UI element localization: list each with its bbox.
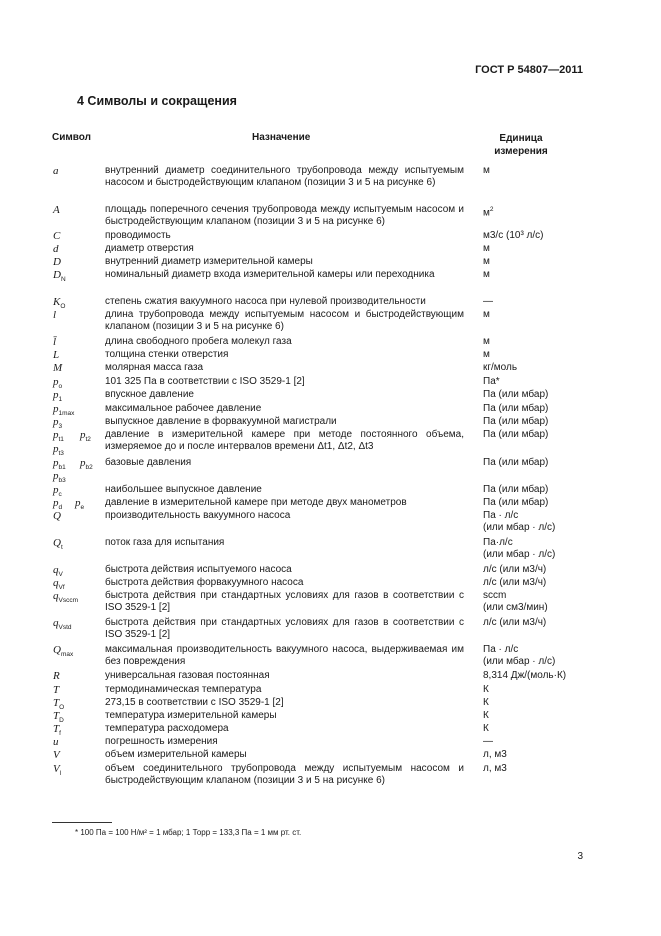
description-cell: поток газа для испытания — [105, 537, 225, 548]
description-cell: максимальная производительность вакуумного насоса, выдерживаемая им без повреждения — [105, 644, 464, 668]
symbol-subscript: d — [58, 504, 63, 512]
symbol-subscript: O — [59, 704, 65, 712]
unit-cell — [483, 564, 583, 576]
symbol-subscript: c — [58, 491, 62, 499]
symbol: u — [53, 736, 59, 748]
unit-cell — [483, 497, 583, 509]
unit-cell — [483, 389, 583, 401]
unit: Па (или мбар) — [483, 429, 549, 440]
symbol: l — [53, 309, 57, 321]
symbol-subscript: V — [58, 571, 63, 579]
symbol: q — [53, 590, 59, 602]
symbol: p — [53, 443, 59, 455]
symbol-cell — [53, 749, 101, 761]
unit-cell — [483, 577, 583, 589]
symbol: q — [53, 564, 59, 576]
description-cell: универсальная газовая постоянная — [105, 670, 270, 681]
symbol-cell — [53, 243, 101, 255]
unit-cell — [483, 763, 583, 775]
unit: Па (или мбар) — [483, 403, 549, 414]
unit-cell — [483, 362, 583, 374]
symbol-subscript: O — [60, 303, 66, 311]
symbol-subscript: o — [58, 383, 63, 391]
section-title: 4 Символы и сокращения — [77, 94, 237, 108]
symbol-cell — [53, 336, 101, 348]
unit-line2: (или см3/мин) — [483, 602, 548, 614]
unit: л/с (или м3/ч) — [483, 617, 547, 628]
symbol-cell — [53, 349, 101, 361]
unit-line2: (или мбар · л/с) — [483, 549, 556, 561]
description-cell: диаметр отверстия — [105, 243, 194, 254]
description-cell: впускное давление — [105, 389, 194, 400]
unit: м — [483, 165, 490, 176]
symbol: Q — [53, 510, 61, 522]
description-cell: 273,15 в соответствии с ISO 3529-1 [2] — [105, 697, 284, 708]
symbol-subscript: t3 — [58, 450, 64, 458]
description-cell: погрешность измерения — [105, 736, 218, 747]
symbol-cell — [53, 269, 101, 286]
description-cell: номинальный диаметр входа измерительной камеры или переходника — [105, 269, 435, 280]
symbol: p — [53, 376, 59, 388]
unit: Па (или мбар) — [483, 416, 549, 427]
unit-cell — [483, 457, 583, 469]
symbol-cell — [53, 362, 101, 374]
symbol: a — [53, 165, 59, 177]
symbol: D — [53, 269, 61, 281]
symbol: p — [53, 389, 59, 401]
column-header-unit — [481, 132, 561, 158]
symbol: V — [53, 763, 60, 775]
unit-cell — [483, 510, 583, 535]
description-cell: внутренний диаметр измерительной камеры — [105, 256, 313, 267]
unit: Па · л/с — [483, 510, 519, 521]
unit: 8,314 Дж/(моль·К) — [483, 670, 567, 681]
symbol-cell — [53, 510, 101, 522]
symbol-cell — [53, 670, 101, 682]
symbol-subscript: b3 — [58, 477, 66, 485]
column-header-symbol: Символ — [52, 132, 91, 143]
description-cell: максимальное рабочее давление — [105, 403, 262, 414]
symbol: p — [80, 457, 86, 469]
symbol: q — [53, 617, 59, 629]
unit-cell — [483, 697, 583, 709]
unit-cell — [483, 537, 583, 562]
symbol-subscript: Vsccm — [58, 597, 78, 605]
unit-cell — [483, 204, 583, 220]
unit: Па·л/с — [483, 537, 513, 548]
description-cell: наибольшее выпускное давление — [105, 484, 262, 495]
unit-cell — [483, 644, 583, 669]
unit-line2: (или мбар · л/с) — [483, 522, 556, 534]
symbol-subscript: 3 — [58, 423, 63, 431]
extra-symbol — [80, 429, 128, 443]
symbol-cell — [53, 644, 101, 661]
description-cell: выпускное давление в форвакуумной магистрали — [105, 416, 337, 427]
symbol-subscript: max — [60, 651, 74, 659]
symbol-cell — [53, 617, 101, 634]
symbol: Q — [53, 537, 61, 549]
symbol-subscript: b2 — [85, 464, 93, 472]
description-cell: быстрота действия при стандартных условиях для газов в соответствии с ISO 3529-1 [2] — [105, 590, 464, 614]
symbol: T — [53, 684, 60, 696]
unit-cell — [483, 670, 583, 682]
unit: м — [483, 269, 490, 280]
symbol-cell — [53, 309, 101, 321]
symbol-subscript: b1 — [58, 464, 66, 472]
description-cell: длина свободного пробега молекул газа — [105, 336, 292, 347]
symbol: q — [53, 577, 59, 589]
column-header-unit-line1: Единица — [499, 133, 543, 144]
symbol-cell — [53, 736, 101, 748]
unit-cell — [483, 269, 583, 281]
description-cell: термодинамическая температура — [105, 684, 262, 695]
symbol: T — [53, 723, 60, 735]
unit-cell — [483, 243, 583, 255]
unit: м — [483, 207, 490, 219]
symbol: p — [53, 457, 59, 469]
symbol-subscript: t — [60, 544, 63, 552]
unit-superscript: 2 — [489, 206, 494, 213]
unit: м — [483, 336, 490, 347]
symbol: K — [53, 296, 61, 308]
symbol-cell — [53, 537, 101, 554]
description-cell: давление в измерительной камере при методе постоянного объема, измеряемое до и после интервалов времени Δt1, Δt2, Δt3 — [105, 429, 464, 453]
unit-cell — [483, 617, 583, 629]
unit: Па (или мбар) — [483, 457, 549, 468]
description-cell: быстрота действия при стандартных условиях для газов в соответствии с ISO 3529-1 [2] — [105, 617, 464, 641]
unit: Па (или мбар) — [483, 389, 549, 400]
symbol-subscript: N — [60, 276, 66, 284]
symbol: p — [53, 470, 59, 482]
description-cell: внутренний диаметр соединительного трубопровода между испытуемым насосом и быстродействующим клапаном (позиции 3 и 5 на рисунке 6) — [105, 165, 464, 189]
unit: sccm — [483, 590, 507, 601]
symbol: p — [53, 429, 59, 441]
symbol: A — [53, 204, 60, 216]
symbol: p — [80, 429, 86, 441]
unit-cell — [483, 684, 583, 696]
description-cell: объем соединительного трубопровода между испытуемым насосом и быстродействующим клапаном (позиции 3 и 5 на рисунке 6) — [105, 763, 464, 787]
symbol: T — [53, 697, 60, 709]
unit: м — [483, 256, 490, 267]
unit-cell — [483, 736, 583, 748]
unit-cell — [483, 296, 583, 308]
standard-designation: ГОСТ Р 54807—2011 — [475, 64, 583, 76]
unit-cell — [483, 416, 583, 428]
unit: — — [483, 296, 493, 307]
symbol: Q — [53, 644, 61, 656]
symbol: l̄ — [53, 336, 57, 348]
symbol-subscript: 1 — [58, 396, 63, 404]
symbol: L — [53, 349, 60, 361]
symbol-subscript: l — [59, 770, 62, 778]
symbol-cell — [53, 230, 101, 242]
extra-symbol — [53, 470, 101, 484]
description-cell: быстрота действия испытуемого насоса — [105, 564, 292, 575]
description-cell: степень сжатия вакуумного насоса при нулевой производительности — [105, 296, 426, 307]
description-cell: температура измерительной камеры — [105, 710, 277, 721]
symbol-subscript: Vf — [58, 584, 65, 592]
unit: кг/моль — [483, 362, 518, 373]
symbol-subscript: D — [59, 717, 64, 725]
column-header-unit-line2: измерения — [494, 146, 548, 157]
unit: — — [483, 736, 493, 747]
unit: л/с (или м3/ч) — [483, 564, 547, 575]
unit: Па (или мбар) — [483, 497, 549, 508]
description-cell: площадь поперечного сечения трубопровода между испытуемым насосом и быстродействующим клапаном (позиции 3 и 5 на рисунке 6) — [105, 204, 464, 228]
unit-cell — [483, 749, 583, 761]
unit: Па · л/с — [483, 644, 519, 655]
symbol: D — [53, 256, 61, 268]
symbol-cell — [53, 590, 101, 607]
unit-cell — [483, 429, 583, 441]
symbol: d — [53, 243, 59, 255]
description-cell: быстрота действия форвакуумного насоса — [105, 577, 304, 588]
unit: Па (или мбар) — [483, 484, 549, 495]
symbol-subscript: Vstd — [58, 624, 72, 632]
unit-cell — [483, 230, 583, 242]
unit-cell — [483, 256, 583, 268]
extra-symbol — [53, 443, 101, 457]
unit-cell — [483, 723, 583, 735]
unit: л, м3 — [483, 763, 507, 774]
symbol: p — [53, 403, 59, 415]
symbol-cell — [53, 763, 101, 780]
unit: К — [483, 710, 489, 721]
description-cell: толщина стенки отверстия — [105, 349, 229, 360]
unit-cell — [483, 376, 583, 388]
symbol: C — [53, 230, 61, 242]
description-cell: производительность вакуумного насоса — [105, 510, 291, 521]
description-cell: базовые давления — [105, 457, 192, 468]
symbol: R — [53, 670, 60, 682]
unit-cell — [483, 165, 583, 177]
symbol-subscript: 1max — [58, 410, 75, 418]
unit-cell — [483, 309, 583, 321]
symbol: M — [53, 362, 63, 374]
symbol: V — [53, 749, 60, 761]
symbol: T — [53, 710, 60, 722]
unit-cell — [483, 336, 583, 348]
symbol-subscript: f — [59, 730, 61, 738]
symbol: p — [53, 497, 59, 509]
unit-cell — [483, 403, 583, 415]
unit-cell — [483, 349, 583, 361]
unit: м3/с (10³ л/с) — [483, 230, 544, 241]
unit: м — [483, 309, 490, 320]
description-cell: проводимость — [105, 230, 171, 241]
symbol: p — [53, 484, 59, 496]
symbol-cell — [53, 204, 101, 216]
description-cell: температура расходомера — [105, 723, 229, 734]
description-cell: длина трубопровода между испытуемым насосом и быстродействующим клапаном (позиции 3 и 5 на рисунке 6) — [105, 309, 464, 333]
unit: м — [483, 349, 490, 360]
unit: л, м3 — [483, 749, 507, 760]
description-cell: объем измерительной камеры — [105, 749, 247, 760]
unit: К — [483, 697, 489, 708]
footnote-rule — [52, 822, 112, 823]
description-cell: молярная масса газа — [105, 362, 204, 373]
symbol-cell — [53, 256, 101, 268]
symbol-subscript: t1 — [58, 436, 64, 444]
symbol-cell — [53, 684, 101, 696]
unit-cell — [483, 710, 583, 722]
symbol-cell — [53, 165, 101, 177]
symbol: p — [75, 497, 81, 509]
column-header-description: Назначение — [252, 132, 311, 143]
unit: м — [483, 243, 490, 254]
extra-symbol — [75, 497, 123, 511]
page-number: 3 — [577, 851, 583, 862]
unit: К — [483, 684, 489, 695]
symbol-subscript: t2 — [85, 436, 91, 444]
symbol-subscript: e — [80, 504, 85, 512]
unit: л/с (или м3/ч) — [483, 577, 547, 588]
description-cell: 101 325 Па в соответствии с ISO 3529-1 [2] — [105, 376, 305, 387]
unit-line2: (или мбар · л/с) — [483, 656, 556, 668]
footnote: * 100 Па = 100 Н/м² = 1 мбар; 1 Торр = 133,3 Па = 1 мм рт. ст. — [75, 828, 302, 837]
description-cell: давление в измерительной камере при методе двух манометров — [105, 497, 407, 508]
unit: Па* — [483, 376, 500, 387]
unit: К — [483, 723, 489, 734]
symbol: p — [53, 416, 59, 428]
unit-cell — [483, 590, 583, 615]
unit-cell — [483, 484, 583, 496]
